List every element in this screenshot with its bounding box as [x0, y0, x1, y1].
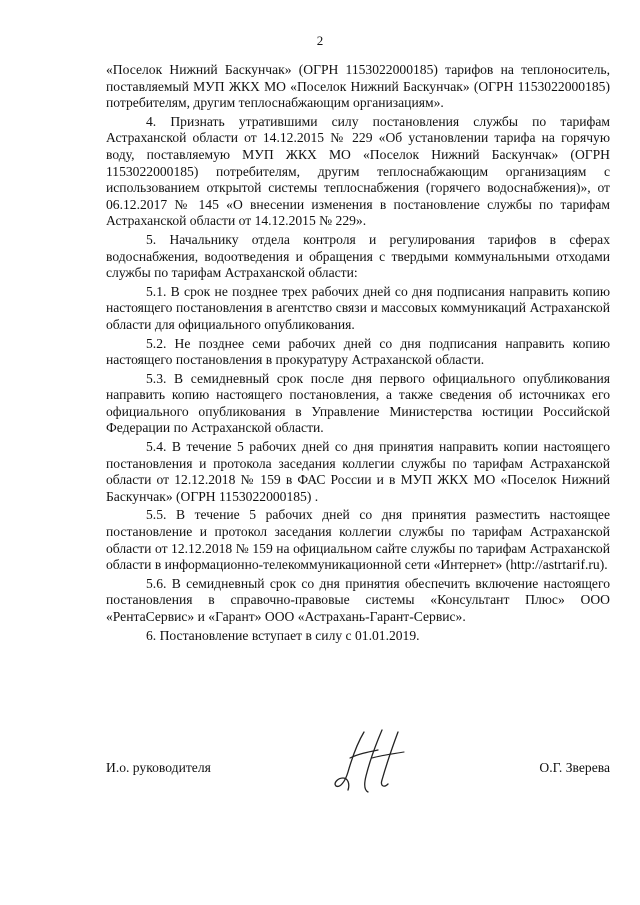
signatory-name: О.Г. Зверева: [539, 760, 610, 775]
document-body: [106, 62, 610, 644]
signature-block: [106, 752, 610, 802]
handwritten-signature: [334, 728, 424, 794]
paragraph-item-5-6: 5.6. В семидневный срок со дня принятия обеспечить включение настоящего постановления в справочно-правовые системы «Консультант Плюс» ООО «РентаСервис» и «Гарант» ООО «Астрахань-Гарант-Сервис».: [106, 575, 610, 624]
paragraph-continuation: «Поселок Нижний Баскунчак» (ОГРН 1153022000185) тарифов на теплоноситель, поставляемый МУП ЖКХ МО «Поселок Нижний Баскунчак» (ОГРН 1153022000185) потребителям, другим теплоснабжающим организациям».: [106, 62, 610, 111]
paragraph-item-5-4: 5.4. В течение 5 рабочих дней со дня принятия направить копии настоящего постановления и протокола заседания коллегии службы по тарифам Астраханской области от 12.12.2018 № 159 в ФАС России и в МУП ЖКХ МО «Поселок Нижний Баскунчак» (ОГРН 1153022000185) .: [106, 439, 610, 504]
paragraph-item-4: 4. Признать утратившими силу постановления службы по тарифам Астраханской области от 14.12.2015 № 229 «Об установлении тарифа на горячую воду, поставляемую МУП ЖКХ МО «Поселок Нижний Баскунчак» (ОГРН 1153022000185) потребителям, другим теплоснабжающим организациям с использованием открытой системы теплоснабжения (горячего водоснабжения)», от 06.12.2017 № 145 «О внесении изменения в постановление службы по тарифам Астраханской области от 14.12.2015 № 229».: [106, 113, 610, 229]
signatory-title: И.о. руководителя: [106, 760, 211, 775]
paragraph-item-5-2: 5.2. Не позднее семи рабочих дней со дня подписания направить копию настоящего постановления в прокуратуру Астраханской области.: [106, 335, 610, 368]
paragraph-item-5-5: 5.5. В течение 5 рабочих дней со дня принятия разместить настоящее постановление и протокол заседания коллегии службы по тарифам Астраханской области от 12.12.2018 № 159 на официальном сайте службы по тарифам Астраханской области в информационно-телекоммуникационной сети «Интернет» (http://astrtarif.ru).: [106, 507, 610, 573]
paragraph-item-5: 5. Начальнику отдела контроля и регулирования тарифов в сферах водоснабжения, водоотведения и обращения с твердыми коммунальными отходами службы по тарифам Астраханской области:: [106, 231, 610, 281]
paragraph-item-5-3: 5.3. В семидневный срок после дня первого официального опубликования направить копию настоящего постановления, а также сведения об источниках его официального опубликования в Управление Министерства юстиции Российской Федерации по Астраханской области.: [106, 370, 610, 436]
paragraph-item-6: 6. Постановление вступает в силу с 01.01.2019.: [146, 627, 420, 643]
page-number: 2: [316, 33, 324, 48]
paragraph-item-5-1: 5.1. В срок не позднее трех рабочих дней со дня подписания направить копию настоящего постановления в агентство связи и массовых коммуникаций Астраханской области для официального опубликования.: [106, 283, 610, 332]
